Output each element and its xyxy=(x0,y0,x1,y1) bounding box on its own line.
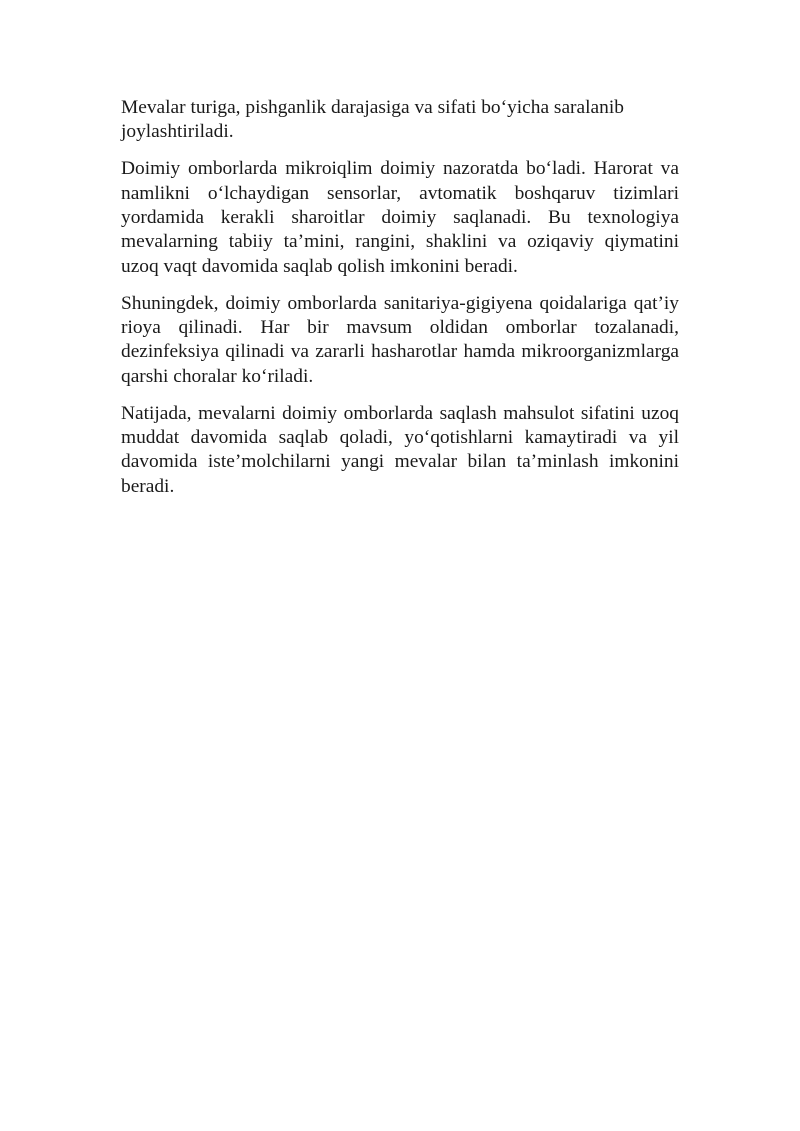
paragraph-4: Natijada, mevalarni doimiy omborlarda saqlash mahsulot sifatini uzoq muddat davomida saqlab qoladi, yo‘qotishlarni kamaytiradi va yil davomida iste’molchilarni yangi mevalar bilan ta’minlash imkonini beradi. xyxy=(121,402,679,497)
paragraph-3: Shuningdek, doimiy omborlarda sanitariya-gigiyena qoidalariga qat’iy rioya qilinadi. Har bir mavsum oldidan omborlar tozalanadi, dezinfeksiya qilinadi va zararli hasharotlar hamda mikroorganizmlarga qarshi choralar ko‘riladi. xyxy=(121,292,679,387)
document-body xyxy=(121,96,679,512)
paragraph-1: Mevalar turiga, pishganlik darajasiga va sifati bo‘yicha saralanib joylashtiriladi. xyxy=(121,97,624,143)
paragraph-2: Doimiy omborlarda mikroiqlim doimiy nazoratda bo‘ladi. Harorat va namlikni o‘lchaydigan sensorlar, avtomatik boshqaruv tizimlari yordamida kerakli sharoitlar doimiy saqlanadi. Bu texnologiya mevalarning tabiiy ta’mini, rangini, shaklini va oziqaviy qiymatini uzoq vaqt davomida saqlab qolish imkonini beradi. xyxy=(121,158,679,277)
